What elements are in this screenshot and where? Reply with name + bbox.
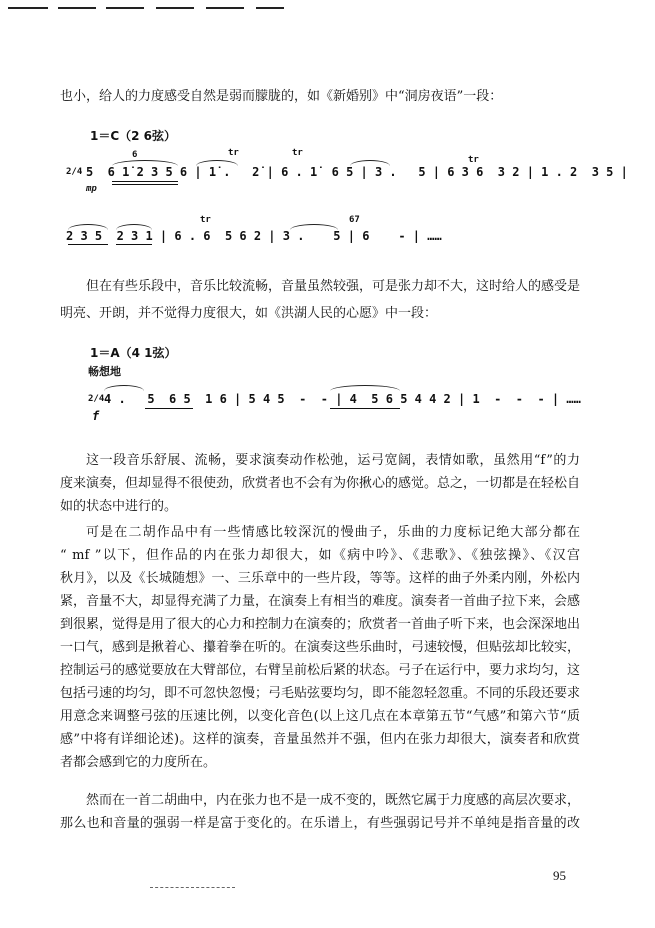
beam [145, 408, 193, 409]
notation-row: 4 . 5 6 5 1 6 | 5 4 5 - - | 4 5 6 5 4 4 2 | 1 - - - | …… [104, 392, 581, 406]
beam [112, 184, 178, 185]
slur [112, 160, 178, 166]
time-signature: 2/4 [88, 394, 105, 404]
trill-mark: tr [292, 148, 303, 158]
notation-row: 5 6 1̇ 2 3 5 6 | 1̇ . 2̇ | 6 . 1̇ 6 5 | 3 . 5 | 6 3 6 3 2 | 1 . 2 3 5 | [86, 165, 628, 179]
top-rule [58, 7, 96, 9]
notation-row: 2 3 5 2 3 1 | 6 . 6 5 6 2 | 3 . 5 | 6 - | …… [66, 229, 442, 243]
dynamic-mark: mp [86, 184, 97, 194]
tuplet-mark: 6 [132, 150, 138, 160]
text-line: 控制运弓的感觉要放在大臂部位，右臂呈前松后紧的状态。弓子在运行中，要力求均匀，这 [60, 663, 581, 678]
grace-note: 67 [349, 215, 360, 225]
time-signature: 2/4 [66, 167, 83, 177]
text-line: “ mf ”以下，但作品的内在张力却很大，如《病中吟》、《悲歌》、《独弦操》、《汉宫 [60, 548, 580, 563]
beam [112, 181, 178, 182]
footer-rule [150, 887, 235, 888]
slur [68, 224, 108, 230]
text-line: 秋月》，以及《长城随想》一、三乐章中的一些片段，等等。这样的曲子外柔内刚，外松内 [60, 571, 580, 586]
text-line: 明亮、开朗，并不觉得力度很大，如《洪湖人民的心愿》中一段： [60, 306, 438, 321]
top-rule [8, 7, 48, 9]
slur [196, 160, 238, 166]
trill-mark: tr [228, 148, 239, 158]
text-line: 然而在一首二胡曲中，内在张力也不是一成不变的，既然它属于力度感的高层次要求， [86, 793, 581, 808]
text-line: 度来演奏，但却显得不很使劲，欣赏者也不会有为你揪心的感觉。总之，一切都是在轻松自 [60, 476, 581, 491]
top-rule [256, 7, 284, 9]
text-line: 可是在二胡作品中有一些情感比较深沉的慢曲子，乐曲的力度标记绝大部分都在 [86, 525, 580, 540]
top-rule [206, 7, 244, 9]
slur [290, 224, 338, 230]
text-line: 包括弓速的均匀，即不可忽快忽慢；弓毛贴弦要均匀，即不能忽轻忽重。不同的乐段还要求 [60, 686, 581, 701]
text-line: 用意念来调整弓弦的压速比例，以变化音色(以上这几点在本章第五节“气感”和第六节“质 [60, 709, 580, 724]
key-signature: 1＝C（2 6弦） [90, 129, 177, 143]
text-line: 也小，给人的力度感受自然是弱而朦胧的，如《新婚别》中“洞房夜语”一段： [60, 89, 503, 104]
trill-mark: tr [468, 155, 479, 165]
top-rule [106, 7, 144, 9]
beam [330, 408, 400, 409]
text-line: 紧，音量不大，却显得充满了力量，在演奏上有相当的难度。演奏者一首曲子拉下来，会感 [60, 594, 581, 609]
text-line: 到很累，觉得是用了很大的心力和控制力在演奏的；欣赏者一首曲子听下来，也会深深地出 [60, 617, 581, 632]
text-line: 感”中将有详细论述)。这样的演奏，音量虽然并不强，但内在张力却很大，演奏者和欣赏 [60, 732, 580, 747]
page-number: 95 [553, 868, 566, 883]
top-rule [156, 7, 194, 9]
beam [116, 244, 152, 245]
text-line: 那么也和音量的强弱一样是富于变化的。在乐谱上，有些强弱记号并不单纯是指音量的改 [60, 816, 580, 831]
slur [104, 385, 144, 391]
key-signature: 1＝A（4 1弦） [90, 346, 177, 360]
tempo-mark: 畅想地 [88, 365, 121, 378]
slur [350, 160, 390, 166]
slur [116, 224, 152, 230]
text-line: 一口气，感到是揪着心、攥着拳在听的。在演奏这些乐曲时，弓速较慢，但贴弦却比较实， [60, 640, 581, 655]
text-line: 者都会感到它的力度所在。 [60, 755, 217, 770]
dynamic-mark: f [92, 409, 100, 423]
slur [330, 385, 400, 391]
text-line: 这一段音乐舒展、流畅，要求演奏动作松弛，运弓宽阔，表情如歌，虽然用“f”的力 [86, 453, 580, 468]
text-line: 如的状态中进行的。 [60, 499, 178, 514]
trill-mark: tr [200, 215, 211, 225]
beam [68, 244, 108, 245]
text-line: 但在有些乐段中，音乐比较流畅，音量虽然较强，可是张力却不大，这时给人的感受是 [86, 279, 581, 294]
